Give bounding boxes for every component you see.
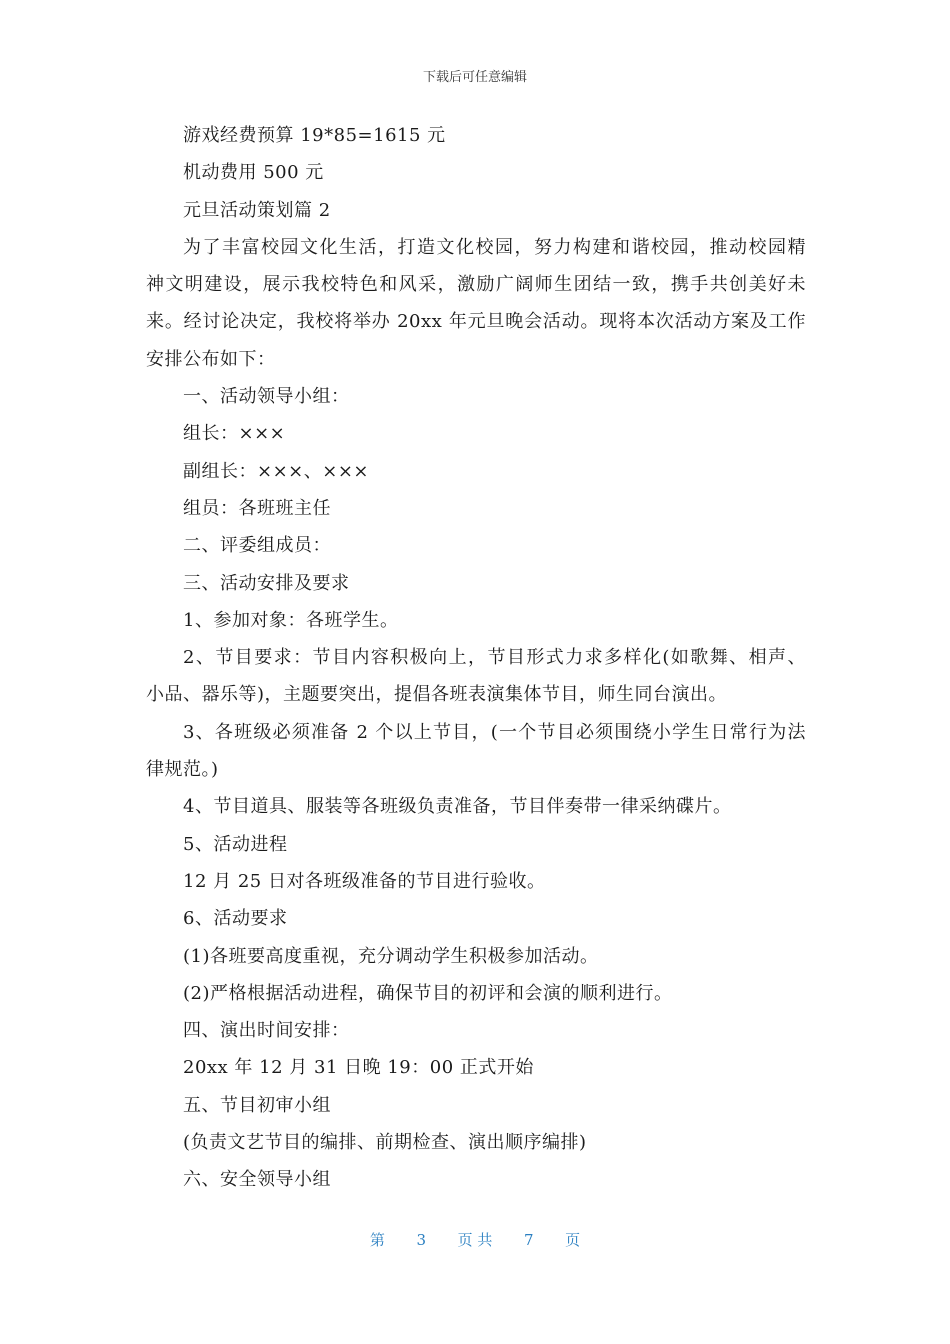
text-line: 机动费用 500 元 xyxy=(183,162,324,184)
page-suffix: 页 xyxy=(565,1231,581,1249)
total-label: 页 共 xyxy=(457,1231,493,1249)
heading-line: 六、安全领导小组 xyxy=(183,1169,331,1191)
paragraph-line: 来。经讨论决定，我校将举办 20xx 年元旦晚会活动。现将本次活动方案及工作 xyxy=(146,311,806,333)
paragraph-line: 安排公布如下： xyxy=(146,348,276,370)
page-label: 第 xyxy=(369,1231,385,1249)
paragraph-line: 神文明建设，展示我校特色和风采，激励广阔师生团结一致，携手共创美好未 xyxy=(146,274,806,296)
heading-line: 五、节目初审小组 xyxy=(183,1094,331,1116)
heading-line: 6、活动要求 xyxy=(183,908,288,930)
paragraph-line: 为了丰富校园文化生活，打造文化校园，努力构建和谐校园，推动校园精 xyxy=(183,236,806,258)
heading-line: 二、评委组成员： xyxy=(183,535,331,557)
text-line: 游戏经费预算 19*85=1615 元 xyxy=(183,125,446,146)
heading-line: 四、演出时间安排： xyxy=(183,1020,350,1042)
section-title: 元旦活动策划篇 2 xyxy=(183,199,331,221)
paragraph-line: 2、节目要求：节目内容积极向上，节目形式力求多样化(如歌舞、相声、 xyxy=(183,647,806,669)
paragraph-line: 律规范。) xyxy=(146,759,219,781)
text-line: 1、参加对象：各班学生。 xyxy=(183,609,399,631)
text-line: (负责文艺节目的编排、前期检查、演出顺序编排) xyxy=(183,1132,587,1154)
text-line: (1)各班要高度重视，充分调动学生积极参加活动。 xyxy=(183,945,599,967)
text-line: 12 月 25 日对各班级准备的节目进行验收。 xyxy=(183,870,546,892)
text-line: 组长：××× xyxy=(183,423,286,445)
text-line: 20xx 年 12 月 31 日晚 19：00 正式开始 xyxy=(183,1057,534,1079)
paragraph-line: 3、各班级必须准备 2 个以上节目，(一个节目必须围绕小学生日常行为法 xyxy=(183,721,806,743)
document-body xyxy=(146,117,806,1199)
page-footer xyxy=(0,1229,950,1250)
current-page-number: 3 xyxy=(416,1231,427,1249)
heading-line: 一、活动领导小组： xyxy=(183,386,350,408)
total-pages-number: 7 xyxy=(523,1231,534,1249)
text-line: 副组长：×××、××× xyxy=(183,460,369,482)
page-header: 下载后可任意编辑 xyxy=(422,70,527,85)
text-line: 组员：各班班主任 xyxy=(183,497,331,519)
heading-line: 三、活动安排及要求 xyxy=(183,572,350,594)
text-line: (2)严格根据活动进程，确保节目的初评和会演的顺利进行。 xyxy=(183,982,673,1004)
heading-line: 5、活动进程 xyxy=(183,833,288,855)
paragraph-line: 小品、器乐等)，主题要突出，提倡各班表演集体节目，师生同台演出。 xyxy=(146,684,728,706)
text-line: 4、节目道具、服装等各班级负责准备，节目伴奏带一律采纳碟片。 xyxy=(183,796,732,818)
